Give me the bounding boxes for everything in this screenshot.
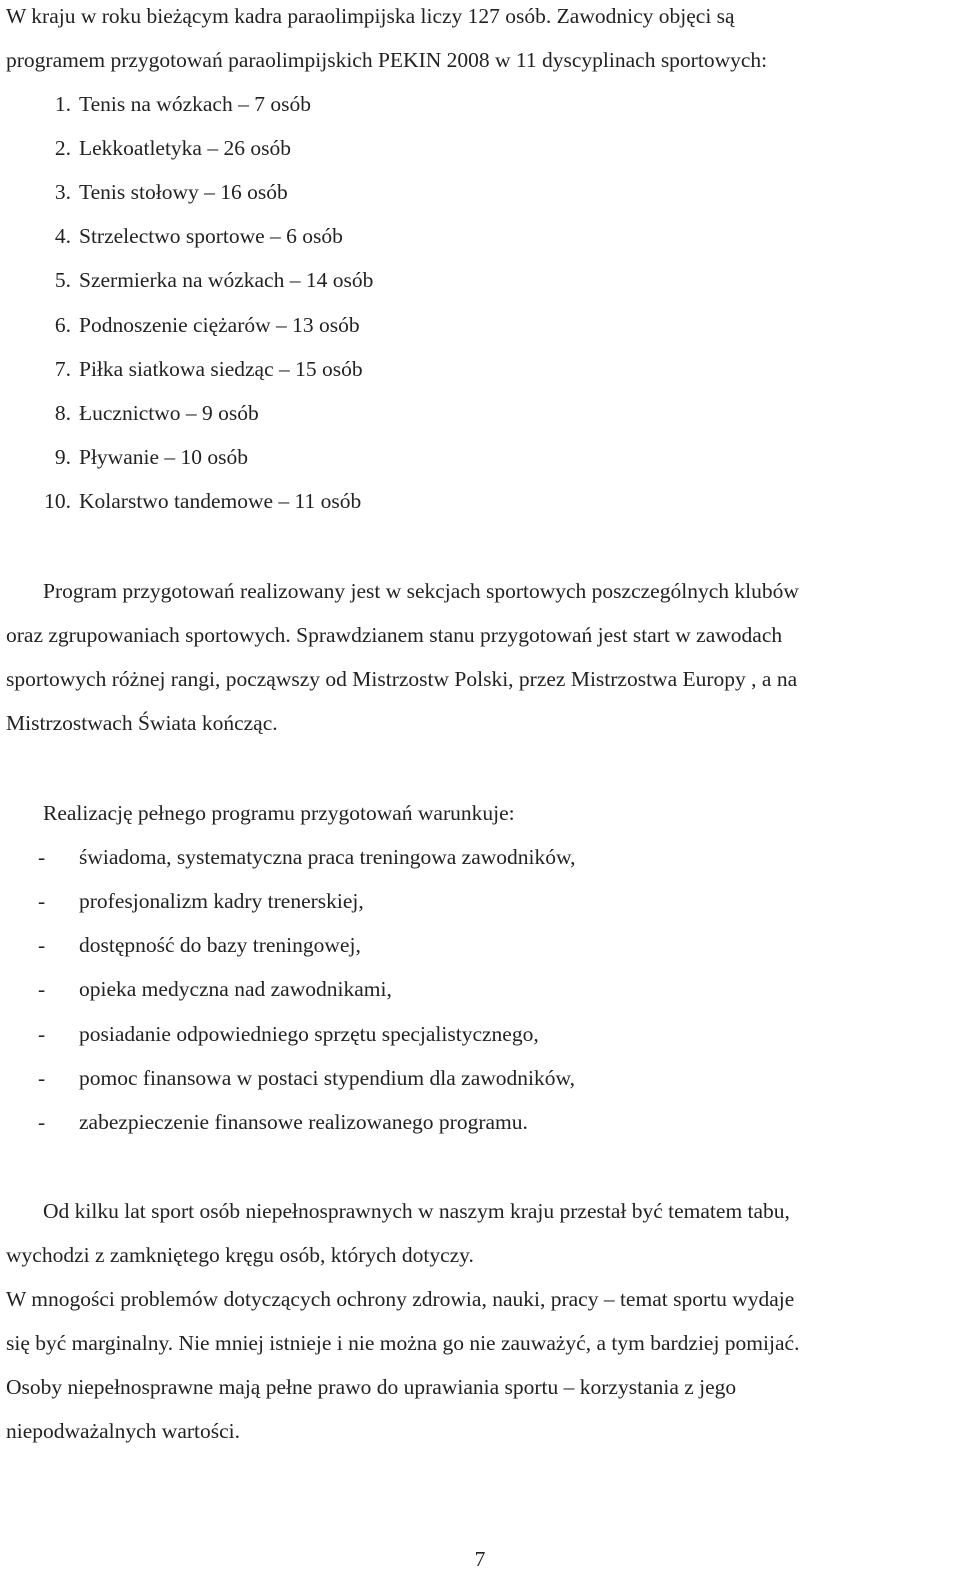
list-item-text: opieka medyczna nad zawodnikami, [79, 977, 392, 1001]
list-item-text: dostępność do bazy treningowej, [79, 933, 361, 957]
conditions-heading: Realizację pełnego programu przygotowań warunkuje: [43, 801, 515, 825]
list-item-text: Strzelectwo sportowe – 6 osób [79, 224, 343, 248]
dash-bullet: - [38, 1110, 46, 1134]
program-line-1: Program przygotowań realizowany jest w sekcjach sportowych poszczególnych klubów [43, 579, 799, 603]
intro-line-2: programem przygotowań paraolimpijskich PEKIN 2008 w 11 dyscyplinach sportowych: [6, 48, 768, 72]
dash-bullet: - [38, 845, 46, 869]
list-item-number: 8. [54, 401, 71, 425]
closing-line-3: W mnogości problemów dotyczących ochrony zdrowia, nauki, pracy – temat sportu wydaje [6, 1287, 795, 1311]
list-item-number: 5. [54, 268, 71, 292]
list-item-number: 7. [54, 357, 71, 381]
program-line-3: sportowych różnej rangi, począwszy od Mistrzostw Polski, przez Mistrzostwa Europy , a na [6, 667, 798, 691]
list-item-text: pomoc finansowa w postaci stypendium dla zawodników, [79, 1066, 575, 1090]
list-item-text: posiadanie odpowiedniego sprzętu specjalistycznego, [79, 1022, 539, 1046]
list-item-text: Podnoszenie ciężarów – 13 osób [79, 313, 360, 337]
list-item-number: 10. [44, 489, 71, 513]
list-item-number: 9. [54, 445, 71, 469]
list-item-number: 1. [54, 92, 71, 116]
list-item-text: Kolarstwo tandemowe – 11 osób [79, 489, 362, 513]
dash-bullet: - [38, 889, 46, 913]
dash-bullet: - [38, 1066, 46, 1090]
list-item-text: zabezpieczenie finansowe realizowanego programu. [79, 1110, 528, 1134]
list-item-text: Łucznictwo – 9 osób [79, 401, 259, 425]
list-item-text: świadoma, systematyczna praca treningowa zawodników, [79, 845, 576, 869]
closing-line-5: Osoby niepełnosprawne mają pełne prawo do uprawiania sportu – korzystania z jego [6, 1375, 737, 1399]
list-item-text: Tenis stołowy – 16 osób [79, 180, 288, 204]
dash-bullet: - [38, 1022, 46, 1046]
closing-line-4: się być marginalny. Nie mniej istnieje i nie można go nie zauważyć, a tym bardziej pomijać. [6, 1331, 800, 1355]
intro-line-1: W kraju w roku bieżącym kadra paraolimpijska liczy 127 osób. Zawodnicy objęci są [6, 4, 735, 28]
list-item-number: 2. [54, 136, 71, 160]
list-item-number: 3. [54, 180, 71, 204]
dash-bullet: - [38, 933, 46, 957]
closing-line-1: Od kilku lat sport osób niepełnosprawnych w naszym kraju przestał być tematem tabu, [43, 1199, 790, 1223]
page-number: 7 [474, 1547, 486, 1571]
dash-bullet: - [38, 977, 46, 1001]
list-item-text: profesjonalizm kadry trenerskiej, [79, 889, 364, 913]
closing-line-2: wychodzi z zamkniętego kręgu osób, których dotyczy. [6, 1243, 474, 1267]
list-item-number: 6. [54, 313, 71, 337]
list-item-text: Szermierka na wózkach – 14 osób [79, 268, 374, 292]
list-item-text: Pływanie – 10 osób [79, 445, 249, 469]
list-item-text: Tenis na wózkach – 7 osób [79, 92, 311, 116]
list-item-number: 4. [54, 224, 71, 248]
closing-line-6: niepodważalnych wartości. [6, 1419, 241, 1443]
list-item-text: Lekkoatletyka – 26 osób [79, 136, 291, 160]
list-item-text: Piłka siatkowa siedząc – 15 osób [79, 357, 363, 381]
program-line-2: oraz zgrupowaniach sportowych. Sprawdzianem stanu przygotowań jest start w zawodach [6, 623, 783, 647]
program-line-4: Mistrzostwach Świata kończąc. [6, 711, 278, 735]
